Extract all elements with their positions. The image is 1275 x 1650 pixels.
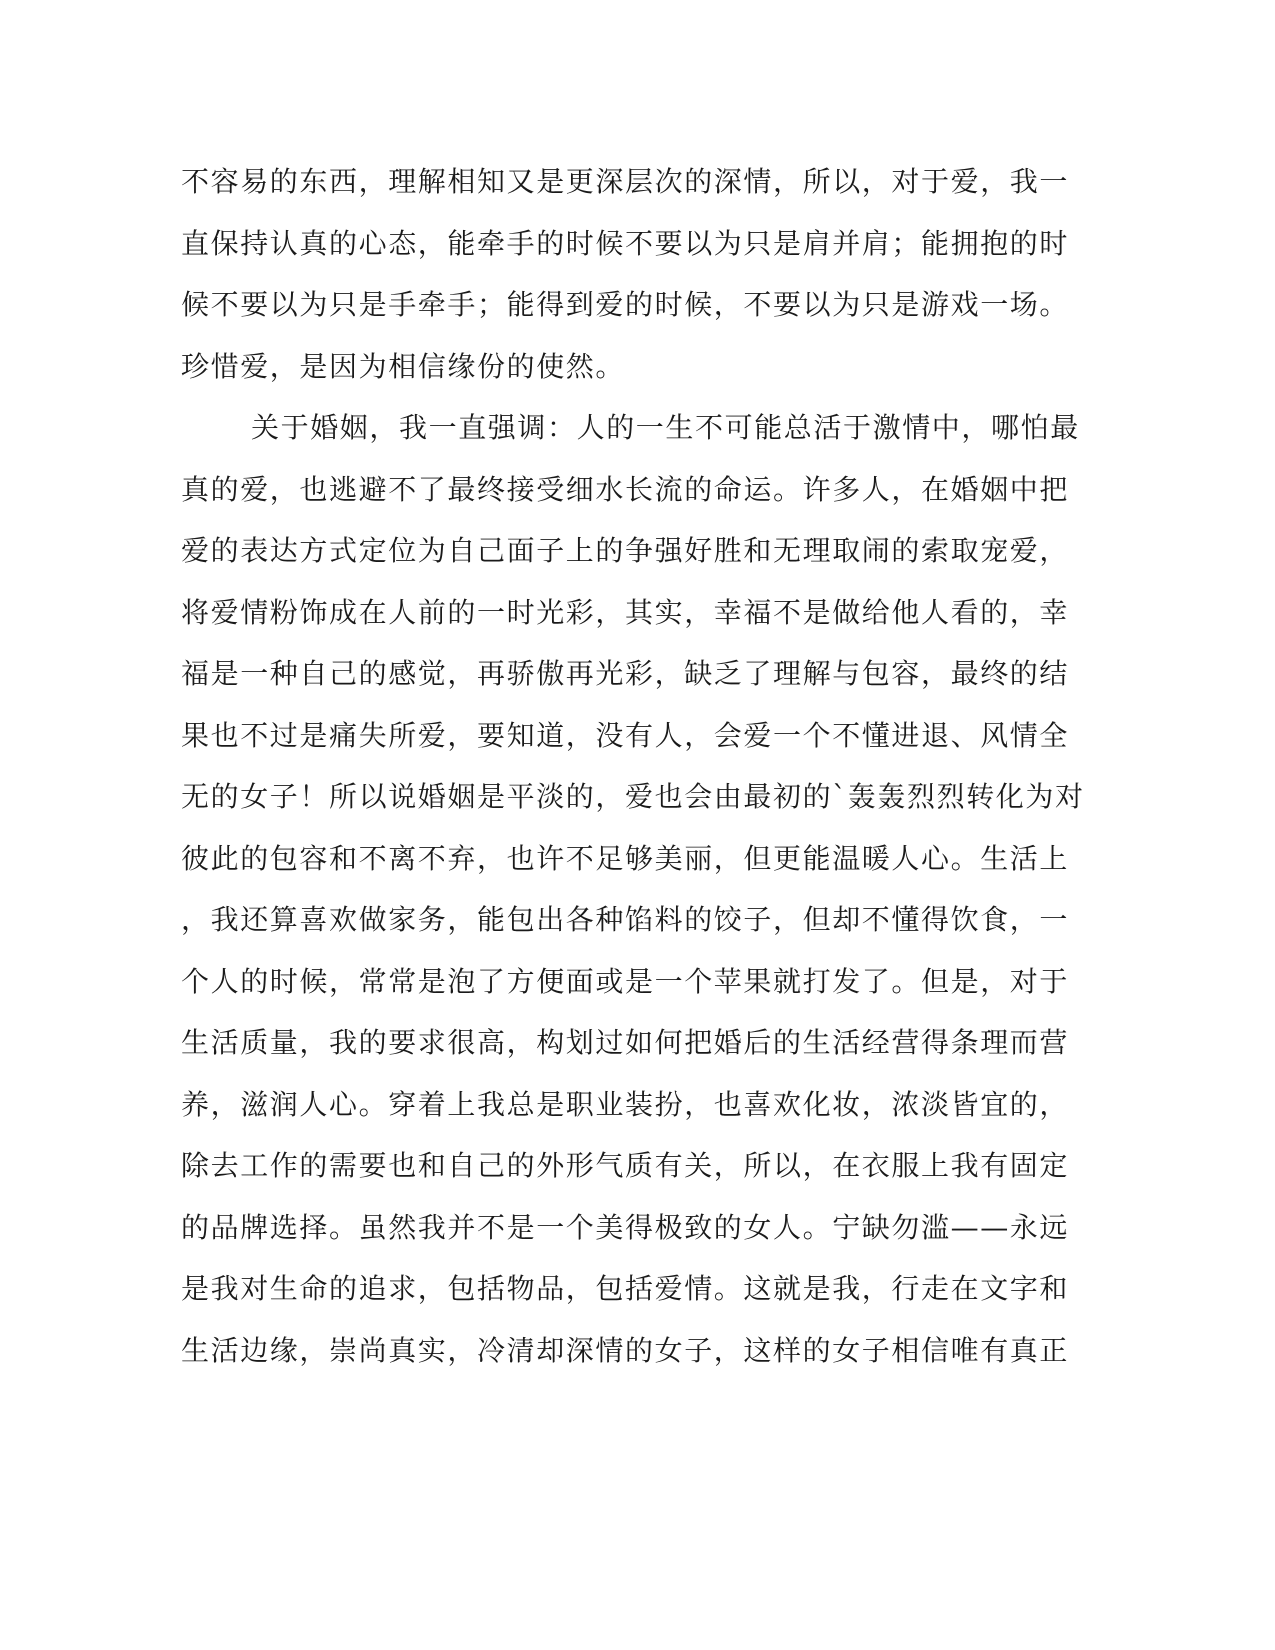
text-line: 个人的时候，常常是泡了方便面或是一个苹果就打发了。但是，对于 <box>181 964 1070 998</box>
text-line: ，我还算喜欢做家务，能包出各种馅料的饺子，但却不懂得饮食，一 <box>181 903 1070 936</box>
text-line: 生活边缘，崇尚真实，冷清却深情的女子，这样的女子相信唯有真正 <box>181 1333 1070 1367</box>
text-line: 直保持认真的心态，能牵手的时候不要以为只是肩并肩；能拥抱的时 <box>181 226 1070 260</box>
body-text <box>181 160 1085 1390</box>
text-line: 将爱情粉饰成在人前的一时光彩，其实，幸福不是做给他人看的，幸 <box>181 595 1070 629</box>
text-line: 候不要以为只是手牵手；能得到爱的时候，不要以为只是游戏一场。 <box>181 288 1070 321</box>
text-line: 彼此的包容和不离不弃，也许不足够美丽，但更能温暖人心。生活上 <box>181 841 1070 875</box>
text-line: 的品牌选择。虽然我并不是一个美得极致的女人。宁缺勿滥——永远 <box>181 1210 1070 1244</box>
paragraph-start-line: 关于婚姻，我一直强调：人的一生不可能总活于激情中，哪怕最 <box>251 411 1080 444</box>
text-line: 果也不过是痛失所爱，要知道，没有人，会爱一个不懂进退、风情全 <box>181 718 1070 752</box>
text-line: 生活质量，我的要求很高，构划过如何把婚后的生活经营得条理而营 <box>181 1026 1070 1059</box>
text-line: 福是一种自己的感觉，再骄傲再光彩，缺乏了理解与包容，最终的结 <box>181 657 1070 690</box>
text-line: 珍惜爱，是因为相信缘份的使然。 <box>181 349 626 383</box>
text-line: 不容易的东西，理解相知又是更深层次的深情，所以，对于爱，我一 <box>181 165 1070 198</box>
text-line: 养，滋润人心。穿着上我总是职业装扮，也喜欢化妆，浓淡皆宜的， <box>181 1087 1070 1121</box>
text-line: 是我对生命的追求，包括物品，包括爱情。这就是我，行走在文字和 <box>181 1272 1070 1305</box>
text-line: 爱的表达方式定位为自己面子上的争强好胜和无理取闹的索取宠爱， <box>181 534 1070 567</box>
text-line: 真的爱，也逃避不了最终接受细水长流的命运。许多人，在婚姻中把 <box>181 472 1070 506</box>
text-line: 无的女子！所以说婚姻是平淡的，爱也会由最初的`轰轰烈烈转化为对 <box>181 780 1085 813</box>
text-line: 除去工作的需要也和自己的外形气质有关，所以，在衣服上我有固定 <box>181 1149 1070 1182</box>
